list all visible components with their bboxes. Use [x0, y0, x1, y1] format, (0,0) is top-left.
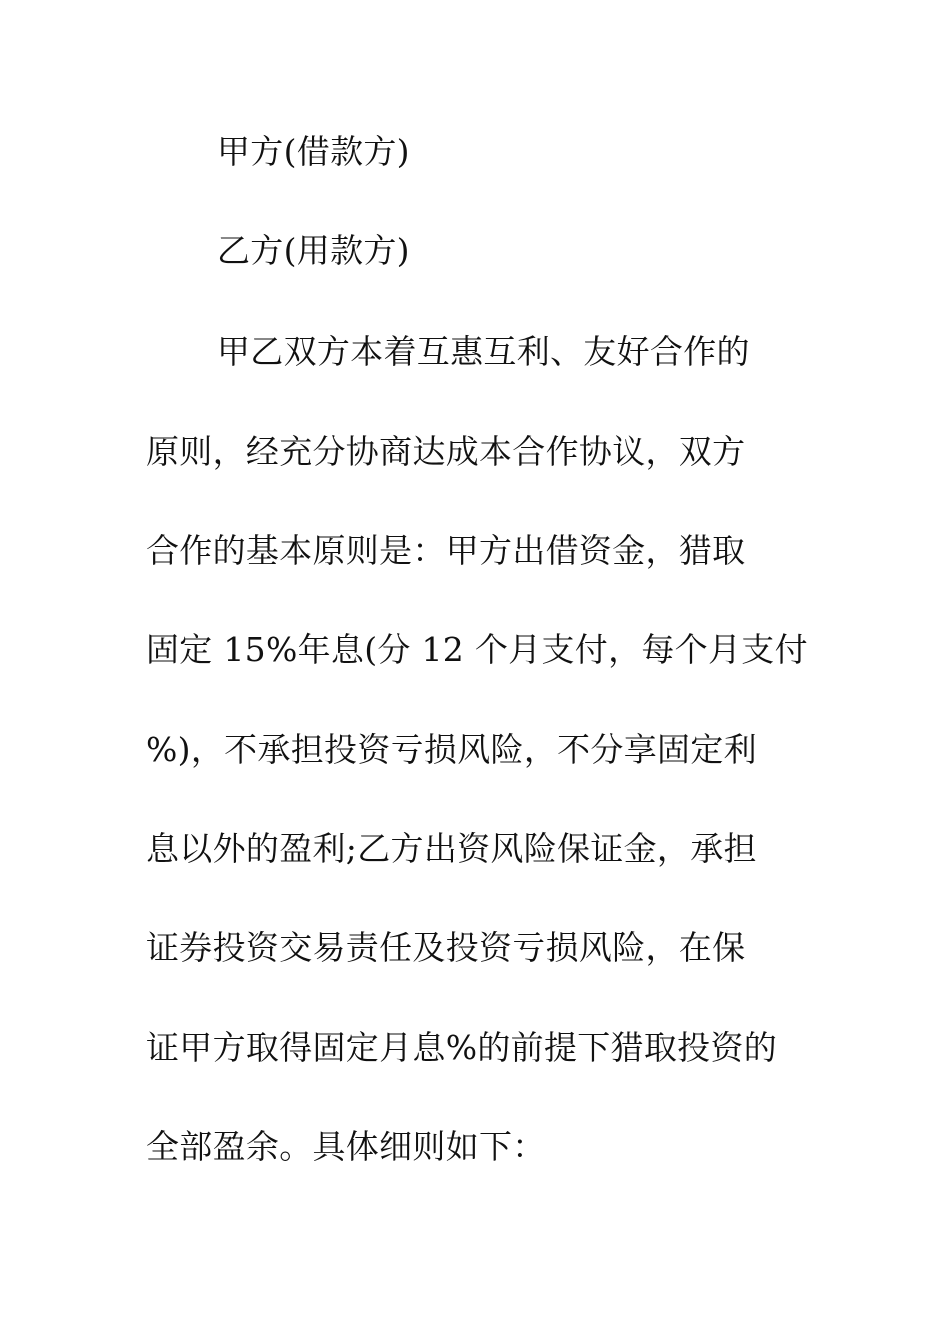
- paragraph-line: 合作的基本原则是：甲方出借资金，猎取: [146, 531, 746, 570]
- paragraph-line: 全部盈余。具体细则如下：: [146, 1127, 546, 1166]
- paragraph-line: 证券投资交易责任及投资亏损风险，在保: [146, 928, 746, 967]
- paragraph-line: 甲乙双方本着互惠互利、友好合作的: [217, 332, 750, 371]
- paragraph-line: 证甲方取得固定月息%的前提下猎取投资的: [146, 1028, 778, 1067]
- party-a-line: 甲方(借款方): [217, 132, 410, 171]
- paragraph-line: 固定 15%年息(分 12 个月支付，每个月支付: [146, 630, 808, 669]
- paragraph-line: 息以外的盈利;乙方出资风险保证金，承担: [146, 829, 757, 868]
- paragraph-line: 原则，经充分协商达成本合作协议，双方: [146, 432, 746, 471]
- party-b-line: 乙方(用款方): [217, 231, 410, 270]
- paragraph-line: %)，不承担投资亏损风险，不分享固定利: [146, 730, 757, 769]
